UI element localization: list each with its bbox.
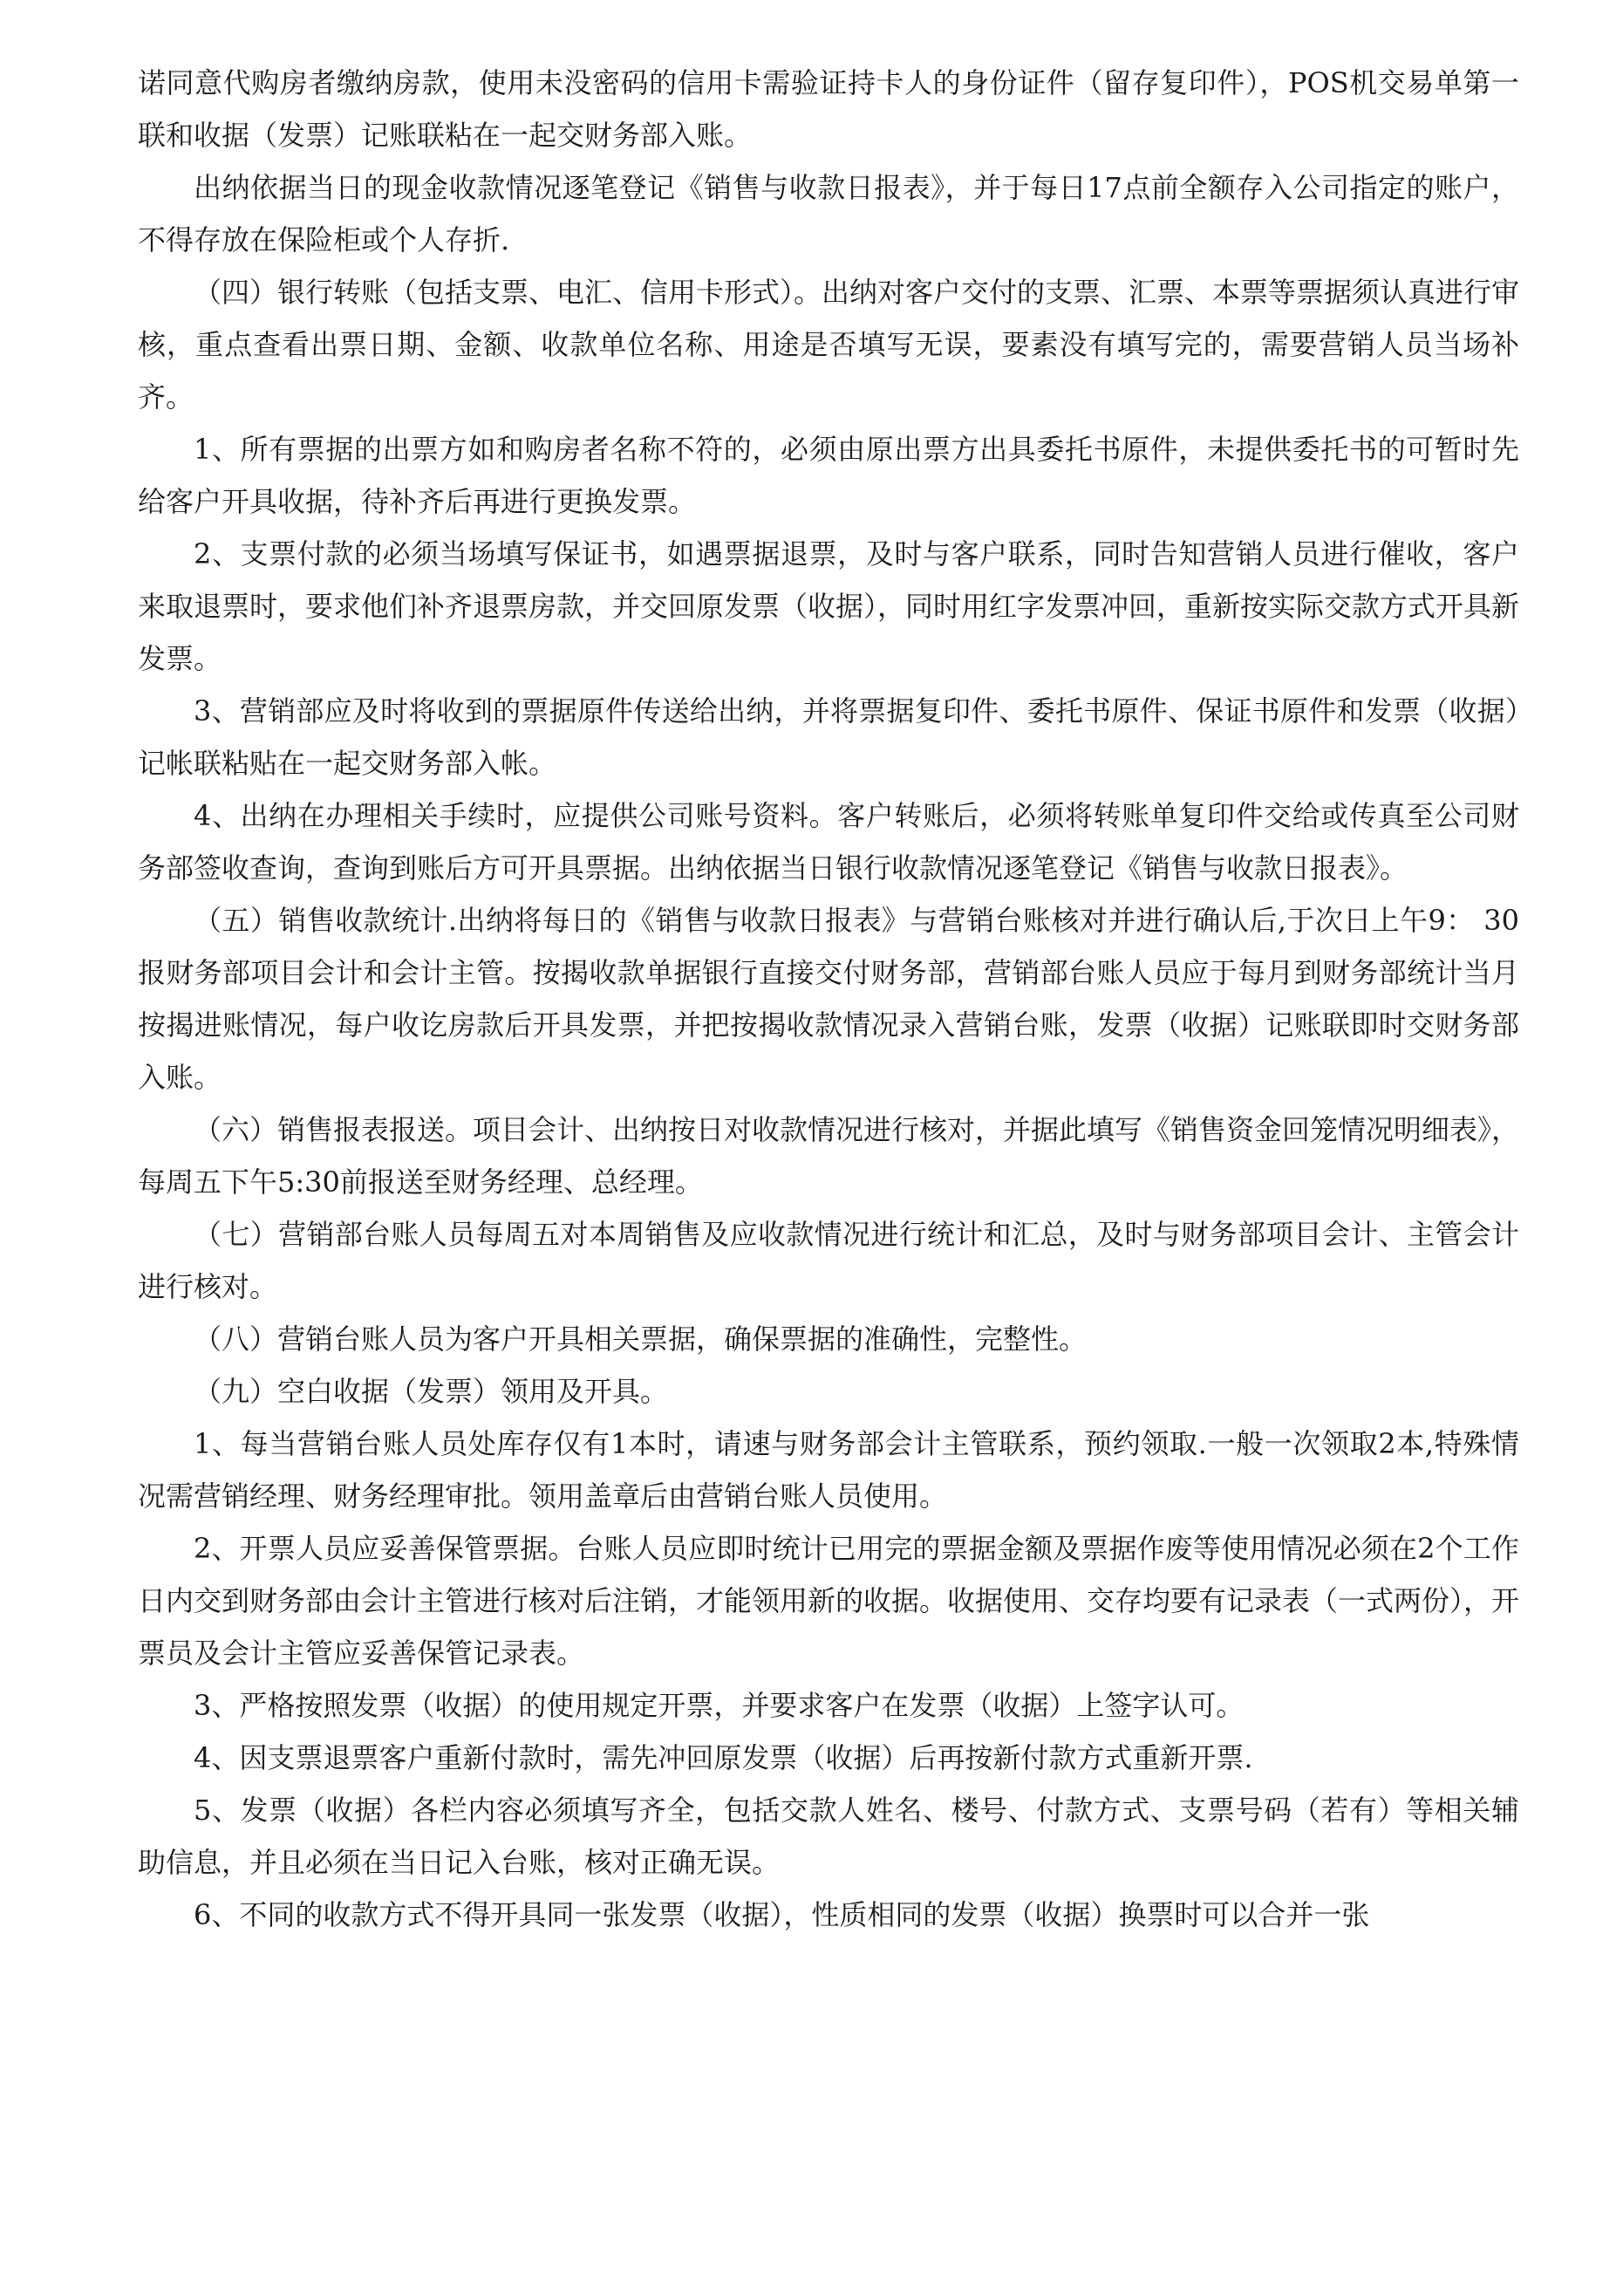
paragraph-section-9-item-5: 5、发票（收据）各栏内容必须填写齐全，包括交款人姓名、楼号、付款方式、支票号码（若有）等相关辅助信息，并且必须在当日记入台账，核对正确无误。 <box>138 1794 1519 1879</box>
paragraph-section-4-bank-transfer: （四）银行转账（包括支票、电汇、信用卡形式）。出纳对客户交付的支票、汇票、本票等票据须认真进行审核，重点查看出票日期、金额、收款单位名称、用途是否填写无误，要素没有填写完的，需要营销人员当场补齐。 <box>138 276 1520 413</box>
paragraph-section-9-item-2: 2、开票人员应妥善保管票据。台账人员应即时统计已用完的票据金额及票据作废等使用情况必须在2个工作日内交到财务部由会计主管进行核对后注销，才能领用新的收据。收据使用、交存均要有记录表（一式两份），开票员及会计主管应妥善保管记录表。 <box>138 1532 1520 1670</box>
paragraph-section-9-item-4: 4、因支票退票客户重新付款时，需先冲回原发票（收据）后再按新付款方式重新开票. <box>194 1741 1253 1774</box>
paragraph-section-6-reporting: （六）销售报表报送。项目会计、出纳按日对收款情况进行核对，并据此填写《销售资金回笼情况明细表》，每周五下午5:30前报送至财务经理、总经理。 <box>138 1113 1520 1199</box>
paragraph-item-4: 4、出纳在办理相关手续时，应提供公司账号资料。客户转账后，必须将转账单复印件交给或传真至公司财务部签收查询，查询到账后方可开具票据。出纳依据当日银行收款情况逐笔登记《销售与收款日报表》。 <box>138 799 1519 885</box>
paragraph-section-9-blank-receipts: （九）空白收据（发票）领用及开具。 <box>194 1375 669 1408</box>
paragraph-continuation: 诺同意代购房者缴纳房款，使用未没密码的信用卡需验证持卡人的身份证件（留存复印件），POS机交易单第一联和收据（发票）记账联粘在一起交财务部入账。 <box>138 66 1519 152</box>
document-body <box>138 57 1519 1941</box>
paragraph-item-3: 3、营销部应及时将收到的票据原件传送给出纳，并将票据复印件、委托书原件、保证书原件和发票（收据）记帐联粘贴在一起交财务部入帐。 <box>138 694 1519 780</box>
paragraph-section-9-item-6: 6、不同的收款方式不得开具同一张发票（收据），性质相同的发票（收据）换票时可以合并一张 <box>194 1898 1370 1931</box>
paragraph-cash-deposit: 出纳依据当日的现金收款情况逐笔登记《销售与收款日报表》，并于每日17点前全额存入公司指定的账户，不得存放在保险柜或个人存折. <box>138 171 1519 256</box>
paragraph-section-9-item-3: 3、严格按照发票（收据）的使用规定开票，并要求客户在发票（收据）上签字认可。 <box>194 1689 1245 1722</box>
paragraph-item-2: 2、支票付款的必须当场填写保证书，如遇票据退票，及时与客户联系，同时告知营销人员进行催收，客户来取退票时，要求他们补齐退票房款，并交回原发票（收据），同时用红字发票冲回，重新按实际交款方式开具新发票。 <box>138 537 1520 675</box>
paragraph-section-9-item-1: 1、每当营销台账人员处库存仅有1本时，请速与财务部会计主管联系，预约领取.一般一次领取2本,特殊情况需营销经理、财务经理审批。领用盖章后由营销台账人员使用。 <box>138 1427 1519 1513</box>
paragraph-item-1: 1、所有票据的出票方如和购房者名称不符的，必须由原出票方出具委托书原件，未提供委托书的可暂时先给客户开具收据，待补齐后再进行更换发票。 <box>138 433 1519 518</box>
paragraph-section-8-receipts: （八）营销台账人员为客户开具相关票据，确保票据的准确性，完整性。 <box>194 1322 1088 1356</box>
paragraph-section-5-statistics: （五）销售收款统计.出纳将每日的《销售与收款日报表》与营销台账核对并进行确认后,于次日上午9： 30报财务部项目会计和会计主管。按揭收款单据银行直接交付财务部，营销部台账人员应于每月到财务部统计当月按揭进账情况，每户收讫房款后开具发票，并把按揭收款情况录入营销台账，发票（收据）记账联即时交财务部入账。 <box>138 904 1519 1094</box>
paragraph-section-7-weekly: （七）营销部台账人员每周五对本周销售及应收款情况进行统计和汇总，及时与财务部项目会计、主管会计进行核对。 <box>138 1218 1519 1303</box>
